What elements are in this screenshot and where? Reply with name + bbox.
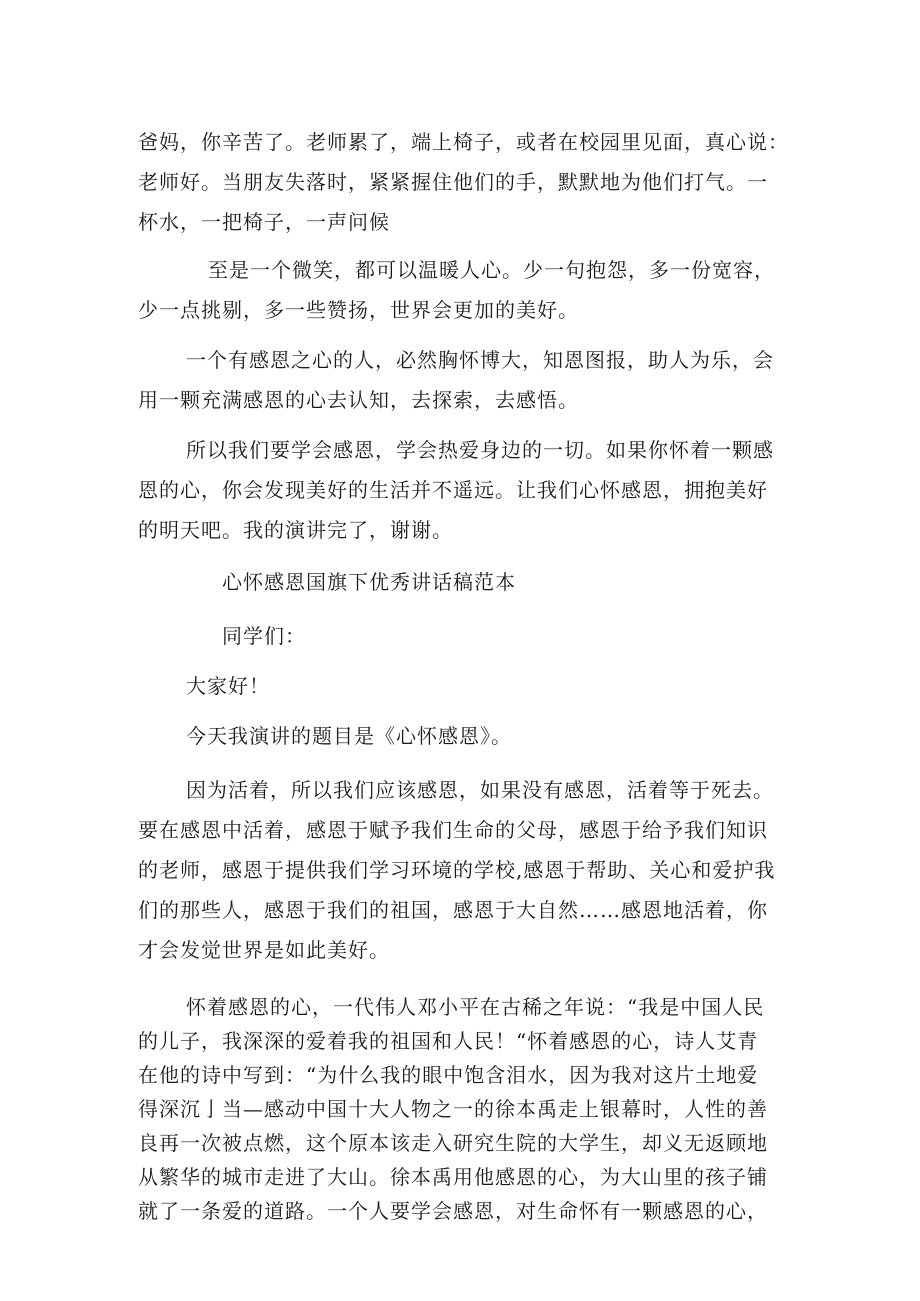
text-line: 爸妈，你辛苦了。老师累了，端上椅子，或者在校园里见面，真心说： xyxy=(138,130,789,154)
text-line: 得深沉亅当—感动中国十大人物之一的徐本禹走上银幕时，人性的善 xyxy=(138,1097,768,1121)
paragraph-4 xyxy=(138,430,774,550)
text-line: 怀着感恩的心，一代伟人邓小平在古稀之年说：“我是中国人民 xyxy=(186,995,765,1019)
article-title xyxy=(222,562,516,602)
text-line: 就了一条爱的道路。一个人要学会感恩，对生命怀有一颗感恩的心， xyxy=(138,1199,768,1223)
topic-text: 今天我演讲的题目是《心怀感恩》。 xyxy=(186,724,512,748)
text-line: 从繁华的城市走进了大山。徐本禹用他感恩的心，为大山里的孩子铺 xyxy=(138,1165,768,1189)
text-line: 的明天吧。我的演讲完了，谢谢。 xyxy=(138,518,453,542)
text-line: 才会发觉世界是如此美好。 xyxy=(138,938,390,962)
text-line: 杯水，一把椅子，一声问候 xyxy=(138,210,390,234)
text-line: 良再一次被点燃，这个原本该走入研究生院的大学生，却义无返顾地 xyxy=(138,1131,768,1155)
text-line: 要在感恩中活着，感恩于赋予我们生命的父母，感恩于给予我们知识 xyxy=(138,818,768,842)
salutation xyxy=(222,616,306,656)
text-line: 少一点挑剔，多一些赞扬，世界会更加的美好。 xyxy=(138,298,579,322)
text-line: 的儿子，我深深的爱着我的祖国和人民！“怀着感恩的心，诗人艾青 xyxy=(138,1029,759,1053)
salutation-text: 同学们： xyxy=(222,624,306,648)
paragraph-1 xyxy=(138,122,789,242)
text-line: 恩的心，你会发现美好的生活并不遥远。让我们心怀感恩，拥抱美好 xyxy=(138,478,768,502)
paragraph-3 xyxy=(138,340,774,420)
text-line: 所以我们要学会感恩，学会热爱身边的一切。如果你怀着一颗感 xyxy=(186,438,774,462)
text-line: 至是一个微笑，都可以温暖人心。少一句抱怨，多一份宽容， xyxy=(208,258,775,282)
paragraph-6 xyxy=(138,990,768,1228)
text-line: 因为活着，所以我们应该感恩，如果没有感恩，活着等于死去。 xyxy=(186,778,774,802)
paragraph-2 xyxy=(138,250,775,330)
text-line: 们的那些人，感恩于我们的祖国，感恩于大自然……感恩地活着，你 xyxy=(138,898,768,922)
topic-line xyxy=(186,716,512,756)
text-line: 一个有感恩之心的人，必然胸怀博大，知恩图报，助人为乐，会 xyxy=(186,348,774,372)
text-line: 在他的诗中写到：“为什么我的眼中饱含泪水，因为我对这片土地爱 xyxy=(138,1063,759,1087)
text-line: 的老师，感恩于提供我们学习环境的学校,感恩于帮助、关心和爱护我 xyxy=(138,858,776,882)
title-text: 心怀感恩国旗下优秀讲话稿范本 xyxy=(222,570,516,594)
greeting xyxy=(186,666,270,706)
text-line: 老师好。当朋友失落时，紧紧握住他们的手，默默地为他们打气。一 xyxy=(138,170,768,194)
greeting-text: 大家好！ xyxy=(186,674,270,698)
text-line: 用一颗充满感恩的心去认知，去探索，去感悟。 xyxy=(138,388,579,412)
paragraph-5 xyxy=(138,770,775,970)
